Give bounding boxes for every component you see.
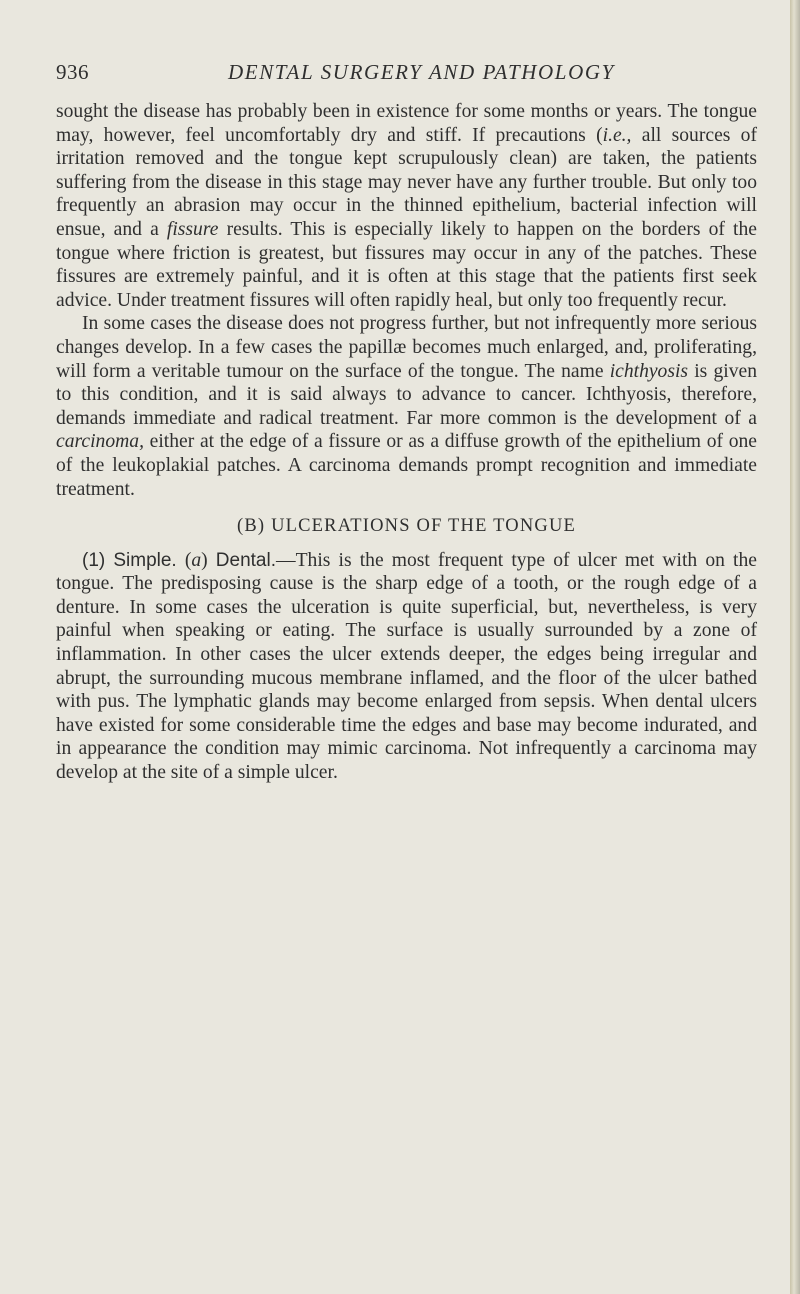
body-text (56, 100, 757, 785)
para1-text-2: all sources of irritation removed and the tongue kept scrupulously clean) are taken, the patients suffering from the disease in this stage may never have any further trouble. But only too frequently an abrasion may occur in the thinned epithelium, bacterial infection will ensue, and a (56, 124, 757, 240)
section-heading: (B) ULCERATIONS OF THE TONGUE (236, 516, 577, 537)
para1-ie: i.e., (602, 124, 632, 146)
paragraph-ichthyosis (56, 312, 757, 501)
sub-open-paren: ( (184, 549, 192, 571)
paragraph-continuation (56, 100, 757, 312)
para2-text-2: is given to this condition, and it is said always to advance to cancer. Ichthyosis, therefore, demands immediate and radical treatment. Far more common is the development of a (56, 360, 757, 429)
subsection-number: (1) (82, 549, 106, 571)
running-head (0, 60, 800, 90)
running-title: DENTAL SURGERY AND PATHOLOGY (228, 60, 615, 84)
paragraph-simple-ulcer (56, 549, 757, 785)
subsection-title: Simple. (113, 549, 177, 571)
para1-fissure: fissure (166, 218, 219, 240)
para2-text-3: either at the edge of a fissure or as a diffuse growth of the epithelium of one of the leukoplakial patches. A carcinoma demands prompt recognition and immediate treatment. (56, 431, 757, 500)
sub-close-paren: ) (201, 549, 208, 571)
subsubsection-title: Dental. (215, 549, 276, 571)
para2-ichthyosis: ichthyosis (609, 360, 689, 382)
page-edge (790, 0, 800, 1294)
para2-carcinoma: carcinoma, (56, 431, 144, 453)
para1-text-1: sought the disease has probably been in existence for some months or years. The tongue may, however, feel uncomfortably dry and stiff. If precautions ( (56, 101, 757, 146)
para2-text-1: In some cases the disease does not progress further, but not infrequently more serious changes develop. In a few cases the papillæ becomes much enlarged, and, proliferating, will form a veritable tumour on the surface of the tongue. The name (56, 313, 757, 382)
para1-text-3: results. This is especially likely to happen on the borders of the tongue where friction is greatest, but fissures may occur in any of the patches. These fissures are extremely painful, and it is often at this stage that the patients first seek advice. Under treatment fissures will often rapidly heal, but only too frequently recur. (56, 218, 757, 311)
para3-text: —This is the most frequent type of ulcer met with on the tongue. The predisposing cause is the sharp edge of a tooth, or the rough edge of a denture. In some cases the ulceration is quite superficial, but, nevertheless, is very painful when speaking or eating. The surface is usually surrounded by a zone of inflammation. In other cases the ulcer extends deeper, the edges being irregular and abrupt, the surrounding mucous membrane inflamed, and the floor of the ulcer bathed with pus. The lymphatic glands may become enlarged from sepsis. When dental ulcers have existed for some considerable time the edges and base may become indurated, and in appearance the condition may mimic carcinoma. Not infrequently a carcinoma may develop at the site of a simple ulcer. (56, 549, 757, 784)
page-number: 936 (56, 60, 89, 84)
sub-letter: a (191, 549, 202, 571)
